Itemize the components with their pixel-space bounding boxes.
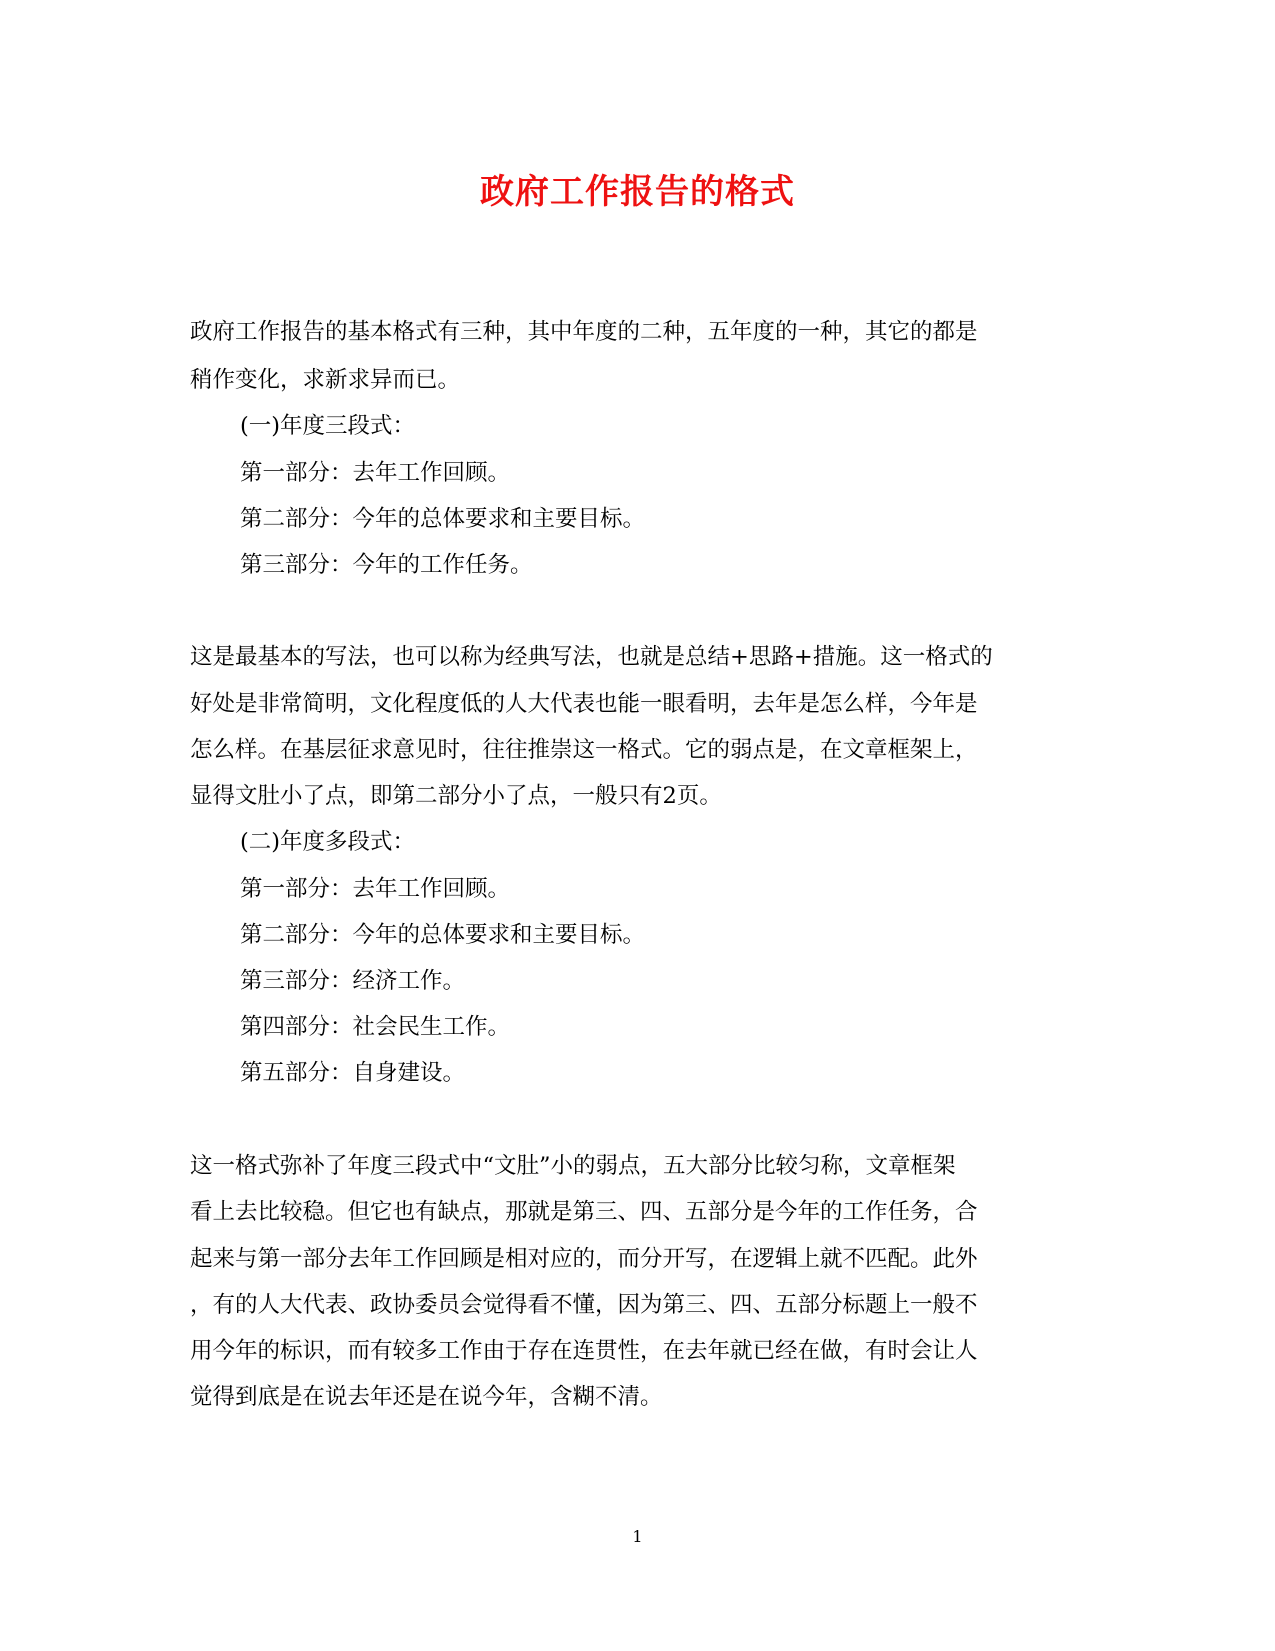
- list-item: 第三部分：今年的工作任务。: [240, 552, 533, 578]
- paragraph-line: 看上去比较稳。但它也有缺点，那就是第三、四、五部分是今年的工作任务，合: [190, 1199, 978, 1225]
- intro-line: 稍作变化，求新求异而已。: [190, 367, 461, 393]
- paragraph-line: 显得文肚小了点，即第二部分小了点，一般只有2页。: [190, 783, 722, 809]
- intro-line: 政府工作报告的基本格式有三种，其中年度的二种，五年度的一种，其它的都是: [190, 319, 978, 345]
- paragraph-line: ，有的人大代表、政协委员会觉得看不懂，因为第三、四、五部分标题上一般不: [190, 1292, 978, 1318]
- paragraph-line: 这一格式弥补了年度三段式中“文肚”小的弱点，五大部分比较匀称，文章框架: [190, 1153, 956, 1179]
- paragraph-line: 怎么样。在基层征求意见时，往往推崇这一格式。它的弱点是，在文章框架上，: [190, 737, 978, 763]
- list-item: 第一部分：去年工作回顾。: [240, 460, 511, 486]
- list-item: 第四部分：社会民生工作。: [240, 1014, 511, 1040]
- paragraph-line: 起来与第一部分去年工作回顾是相对应的，而分开写，在逻辑上就不匹配。此外: [190, 1246, 978, 1272]
- list-item: 第二部分：今年的总体要求和主要目标。: [240, 506, 646, 532]
- paragraph-line: 觉得到底是在说去年还是在说今年，含糊不清。: [190, 1384, 663, 1410]
- page-title: 政府工作报告的格式: [480, 172, 795, 212]
- list-item: 第二部分：今年的总体要求和主要目标。: [240, 922, 646, 948]
- paragraph-line: 这是最基本的写法，也可以称为经典写法，也就是总结+思路+措施。这一格式的: [190, 644, 993, 670]
- list-item: 第三部分：经济工作。: [240, 968, 466, 994]
- section-heading: (一)年度三段式：: [240, 413, 416, 439]
- paragraph-line: 好处是非常简明，文化程度低的人大代表也能一眼看明，去年是怎么样，今年是: [190, 691, 978, 717]
- list-item: 第一部分：去年工作回顾。: [240, 876, 511, 902]
- page-number: 1: [632, 1527, 643, 1546]
- paragraph-line: 用今年的标识，而有较多工作由于存在连贯性，在去年就已经在做，有时会让人: [190, 1338, 978, 1364]
- list-item: 第五部分：自身建设。: [240, 1060, 466, 1086]
- section-heading: (二)年度多段式：: [240, 829, 416, 855]
